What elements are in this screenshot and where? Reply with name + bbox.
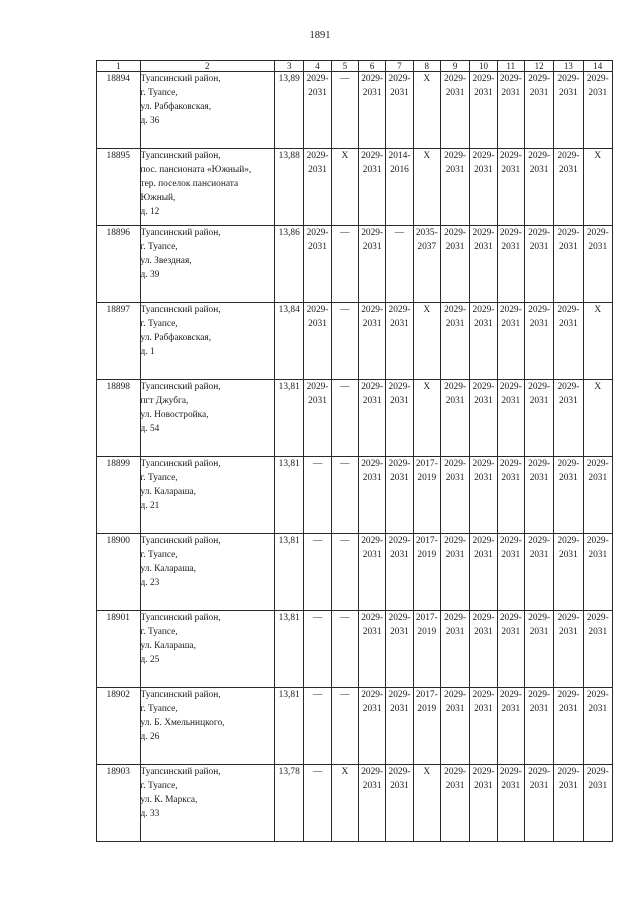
period-cell-col-7: 2029- 2031 (386, 534, 413, 611)
address-cell: Туапсинский район, г. Туапсе, ул. Калараша, д. 25 (140, 611, 275, 688)
column-header-7: 7 (386, 61, 413, 72)
period-cell-col-12: 2029- 2031 (524, 380, 553, 457)
table-row (97, 149, 613, 226)
period-cell-col-13: 2029- 2031 (554, 457, 583, 534)
period-cell-col-14: 2029- 2031 (583, 226, 612, 303)
period-cell-col-11: 2029- 2031 (497, 534, 524, 611)
period-cell-col-9: 2029- 2031 (440, 303, 469, 380)
period-cell-col-12: 2029- 2031 (524, 149, 553, 226)
table-row (97, 457, 613, 534)
period-cell-col-13: 2029- 2031 (554, 149, 583, 226)
period-cell-col-5: — (331, 72, 358, 149)
period-cell-col-9: 2029- 2031 (440, 226, 469, 303)
period-cell-col-7: 2029- 2031 (386, 688, 413, 765)
period-cell-col-10: 2029- 2031 (470, 72, 497, 149)
period-cell-col-10: 2029- 2031 (470, 457, 497, 534)
address-cell: Туапсинский район, г. Туапсе, ул. Б. Хмельницкого, д. 26 (140, 688, 275, 765)
column-header-13: 13 (554, 61, 583, 72)
period-cell-col-12: 2029- 2031 (524, 303, 553, 380)
period-cell-col-12: 2029- 2031 (524, 765, 553, 842)
period-cell-col-9: 2029- 2031 (440, 457, 469, 534)
period-cell-col-4: 2029- 2031 (304, 149, 331, 226)
period-cell-col-7: 2029- 2031 (386, 611, 413, 688)
area-cell: 13,78 (275, 765, 304, 842)
period-cell-col-8: Х (413, 303, 440, 380)
period-cell-col-9: 2029- 2031 (440, 380, 469, 457)
period-cell-col-4: 2029- 2031 (304, 226, 331, 303)
period-cell-col-8: 2017- 2019 (413, 457, 440, 534)
period-cell-col-11: 2029- 2031 (497, 380, 524, 457)
period-cell-col-13: 2029- 2031 (554, 688, 583, 765)
address-cell: Туапсинский район, г. Туапсе, ул. Рабфаковская, д. 36 (140, 72, 275, 149)
period-cell-col-5: — (331, 457, 358, 534)
period-cell-col-5: — (331, 303, 358, 380)
period-cell-col-14: 2029- 2031 (583, 611, 612, 688)
column-header-12: 12 (524, 61, 553, 72)
table-row (97, 765, 613, 842)
period-cell-col-11: 2029- 2031 (497, 765, 524, 842)
address-cell: Туапсинский район, г. Туапсе, ул. К. Маркса, д. 33 (140, 765, 275, 842)
period-cell-col-12: 2029- 2031 (524, 72, 553, 149)
record-number: 18896 (97, 226, 141, 303)
period-cell-col-14: 2029- 2031 (583, 72, 612, 149)
period-cell-col-14: 2029- 2031 (583, 534, 612, 611)
period-cell-col-9: 2029- 2031 (440, 765, 469, 842)
area-cell: 13,81 (275, 688, 304, 765)
record-number: 18899 (97, 457, 141, 534)
period-cell-col-6: 2029- 2031 (359, 303, 386, 380)
period-cell-col-6: 2029- 2031 (359, 149, 386, 226)
period-cell-col-4: 2029- 2031 (304, 303, 331, 380)
period-cell-col-10: 2029- 2031 (470, 226, 497, 303)
period-cell-col-6: 2029- 2031 (359, 380, 386, 457)
period-cell-col-6: 2029- 2031 (359, 765, 386, 842)
period-cell-col-6: 2029- 2031 (359, 611, 386, 688)
address-cell: Туапсинский район, г. Туапсе, ул. Рабфаковская, д. 1 (140, 303, 275, 380)
period-cell-col-5: — (331, 534, 358, 611)
record-number: 18895 (97, 149, 141, 226)
address-cell: Туапсинский район, г. Туапсе, ул. Звездная, д. 39 (140, 226, 275, 303)
period-cell-col-13: 2029- 2031 (554, 765, 583, 842)
period-cell-col-14: Х (583, 149, 612, 226)
period-cell-col-4: 2029- 2031 (304, 72, 331, 149)
period-cell-col-10: 2029- 2031 (470, 534, 497, 611)
period-cell-col-10: 2029- 2031 (470, 380, 497, 457)
record-number: 18902 (97, 688, 141, 765)
address-cell: Туапсинский район, г. Туапсе, ул. Калараша, д. 23 (140, 534, 275, 611)
period-cell-col-5: — (331, 611, 358, 688)
period-cell-col-7: 2029- 2031 (386, 72, 413, 149)
period-cell-col-14: 2029- 2031 (583, 765, 612, 842)
column-header-3: 3 (275, 61, 304, 72)
period-cell-col-8: Х (413, 149, 440, 226)
period-cell-col-7: 2029- 2031 (386, 380, 413, 457)
period-cell-col-11: 2029- 2031 (497, 72, 524, 149)
record-number: 18897 (97, 303, 141, 380)
period-cell-col-7: 2029- 2031 (386, 457, 413, 534)
period-cell-col-13: 2029- 2031 (554, 534, 583, 611)
address-cell: Туапсинский район, пос. пансионата «Южный», тер. поселок пансионата Южный, д. 12 (140, 149, 275, 226)
period-cell-col-9: 2029- 2031 (440, 149, 469, 226)
period-cell-col-9: 2029- 2031 (440, 611, 469, 688)
period-cell-col-4: — (304, 611, 331, 688)
page-number: 1891 (309, 30, 331, 41)
column-header-14: 14 (583, 61, 612, 72)
area-cell: 13,88 (275, 149, 304, 226)
period-cell-col-12: 2029- 2031 (524, 457, 553, 534)
period-cell-col-11: 2029- 2031 (497, 688, 524, 765)
period-cell-col-4: — (304, 457, 331, 534)
period-cell-col-9: 2029- 2031 (440, 534, 469, 611)
record-number: 18901 (97, 611, 141, 688)
table-row (97, 72, 613, 149)
record-number: 18900 (97, 534, 141, 611)
period-cell-col-8: 2035- 2037 (413, 226, 440, 303)
period-cell-col-13: 2029- 2031 (554, 226, 583, 303)
column-header-9: 9 (440, 61, 469, 72)
period-cell-col-6: 2029- 2031 (359, 72, 386, 149)
period-cell-col-14: 2029- 2031 (583, 688, 612, 765)
period-cell-col-13: 2029- 2031 (554, 303, 583, 380)
period-cell-col-11: 2029- 2031 (497, 303, 524, 380)
period-cell-col-4: — (304, 765, 331, 842)
area-cell: 13,81 (275, 380, 304, 457)
period-cell-col-7: 2029- 2031 (386, 303, 413, 380)
period-cell-col-8: 2017- 2019 (413, 534, 440, 611)
period-cell-col-8: Х (413, 72, 440, 149)
period-cell-col-12: 2029- 2031 (524, 226, 553, 303)
header-row (97, 61, 613, 72)
period-cell-col-4: 2029- 2031 (304, 380, 331, 457)
period-cell-col-14: Х (583, 380, 612, 457)
area-cell: 13,84 (275, 303, 304, 380)
period-cell-col-13: 2029- 2031 (554, 72, 583, 149)
column-header-2: 2 (140, 61, 275, 72)
record-number: 18894 (97, 72, 141, 149)
table-row (97, 688, 613, 765)
period-cell-col-5: Х (331, 149, 358, 226)
record-number: 18898 (97, 380, 141, 457)
area-cell: 13,86 (275, 226, 304, 303)
period-cell-col-4: — (304, 688, 331, 765)
period-cell-col-9: 2029- 2031 (440, 688, 469, 765)
period-cell-col-6: 2029- 2031 (359, 226, 386, 303)
period-cell-col-10: 2029- 2031 (470, 611, 497, 688)
period-cell-col-11: 2029- 2031 (497, 457, 524, 534)
area-cell: 13,81 (275, 534, 304, 611)
period-cell-col-10: 2029- 2031 (470, 688, 497, 765)
column-header-4: 4 (304, 61, 331, 72)
period-cell-col-11: 2029- 2031 (497, 611, 524, 688)
period-cell-col-13: 2029- 2031 (554, 380, 583, 457)
period-cell-col-8: 2017- 2019 (413, 611, 440, 688)
period-cell-col-9: 2029- 2031 (440, 72, 469, 149)
period-cell-col-5: — (331, 226, 358, 303)
period-cell-col-7: — (386, 226, 413, 303)
address-cell: Туапсинский район, пгт Джубга, ул. Новостройка, д. 54 (140, 380, 275, 457)
column-header-10: 10 (470, 61, 497, 72)
period-cell-col-7: 2014- 2016 (386, 149, 413, 226)
address-cell: Туапсинский район, г. Туапсе, ул. Калараша, д. 21 (140, 457, 275, 534)
area-cell: 13,81 (275, 457, 304, 534)
period-cell-col-8: Х (413, 380, 440, 457)
period-cell-col-12: 2029- 2031 (524, 611, 553, 688)
period-cell-col-10: 2029- 2031 (470, 765, 497, 842)
period-cell-col-8: 2017- 2019 (413, 688, 440, 765)
period-cell-col-7: 2029- 2031 (386, 765, 413, 842)
column-header-5: 5 (331, 61, 358, 72)
period-cell-col-10: 2029- 2031 (470, 149, 497, 226)
period-cell-col-6: 2029- 2031 (359, 688, 386, 765)
area-cell: 13,89 (275, 72, 304, 149)
table-row (97, 380, 613, 457)
table-row (97, 611, 613, 688)
period-cell-col-5: — (331, 380, 358, 457)
column-header-1: 1 (97, 61, 141, 72)
area-cell: 13,81 (275, 611, 304, 688)
period-cell-col-10: 2029- 2031 (470, 303, 497, 380)
period-cell-col-11: 2029- 2031 (497, 226, 524, 303)
record-number: 18903 (97, 765, 141, 842)
table-row (97, 226, 613, 303)
period-cell-col-13: 2029- 2031 (554, 611, 583, 688)
period-cell-col-6: 2029- 2031 (359, 457, 386, 534)
column-header-6: 6 (359, 61, 386, 72)
register-table (96, 60, 613, 842)
table-row (97, 303, 613, 380)
table-row (97, 534, 613, 611)
column-header-11: 11 (497, 61, 524, 72)
period-cell-col-5: — (331, 688, 358, 765)
period-cell-col-12: 2029- 2031 (524, 688, 553, 765)
period-cell-col-12: 2029- 2031 (524, 534, 553, 611)
period-cell-col-8: Х (413, 765, 440, 842)
column-header-8: 8 (413, 61, 440, 72)
period-cell-col-14: 2029- 2031 (583, 457, 612, 534)
period-cell-col-6: 2029- 2031 (359, 534, 386, 611)
period-cell-col-11: 2029- 2031 (497, 149, 524, 226)
period-cell-col-5: Х (331, 765, 358, 842)
period-cell-col-4: — (304, 534, 331, 611)
period-cell-col-14: Х (583, 303, 612, 380)
